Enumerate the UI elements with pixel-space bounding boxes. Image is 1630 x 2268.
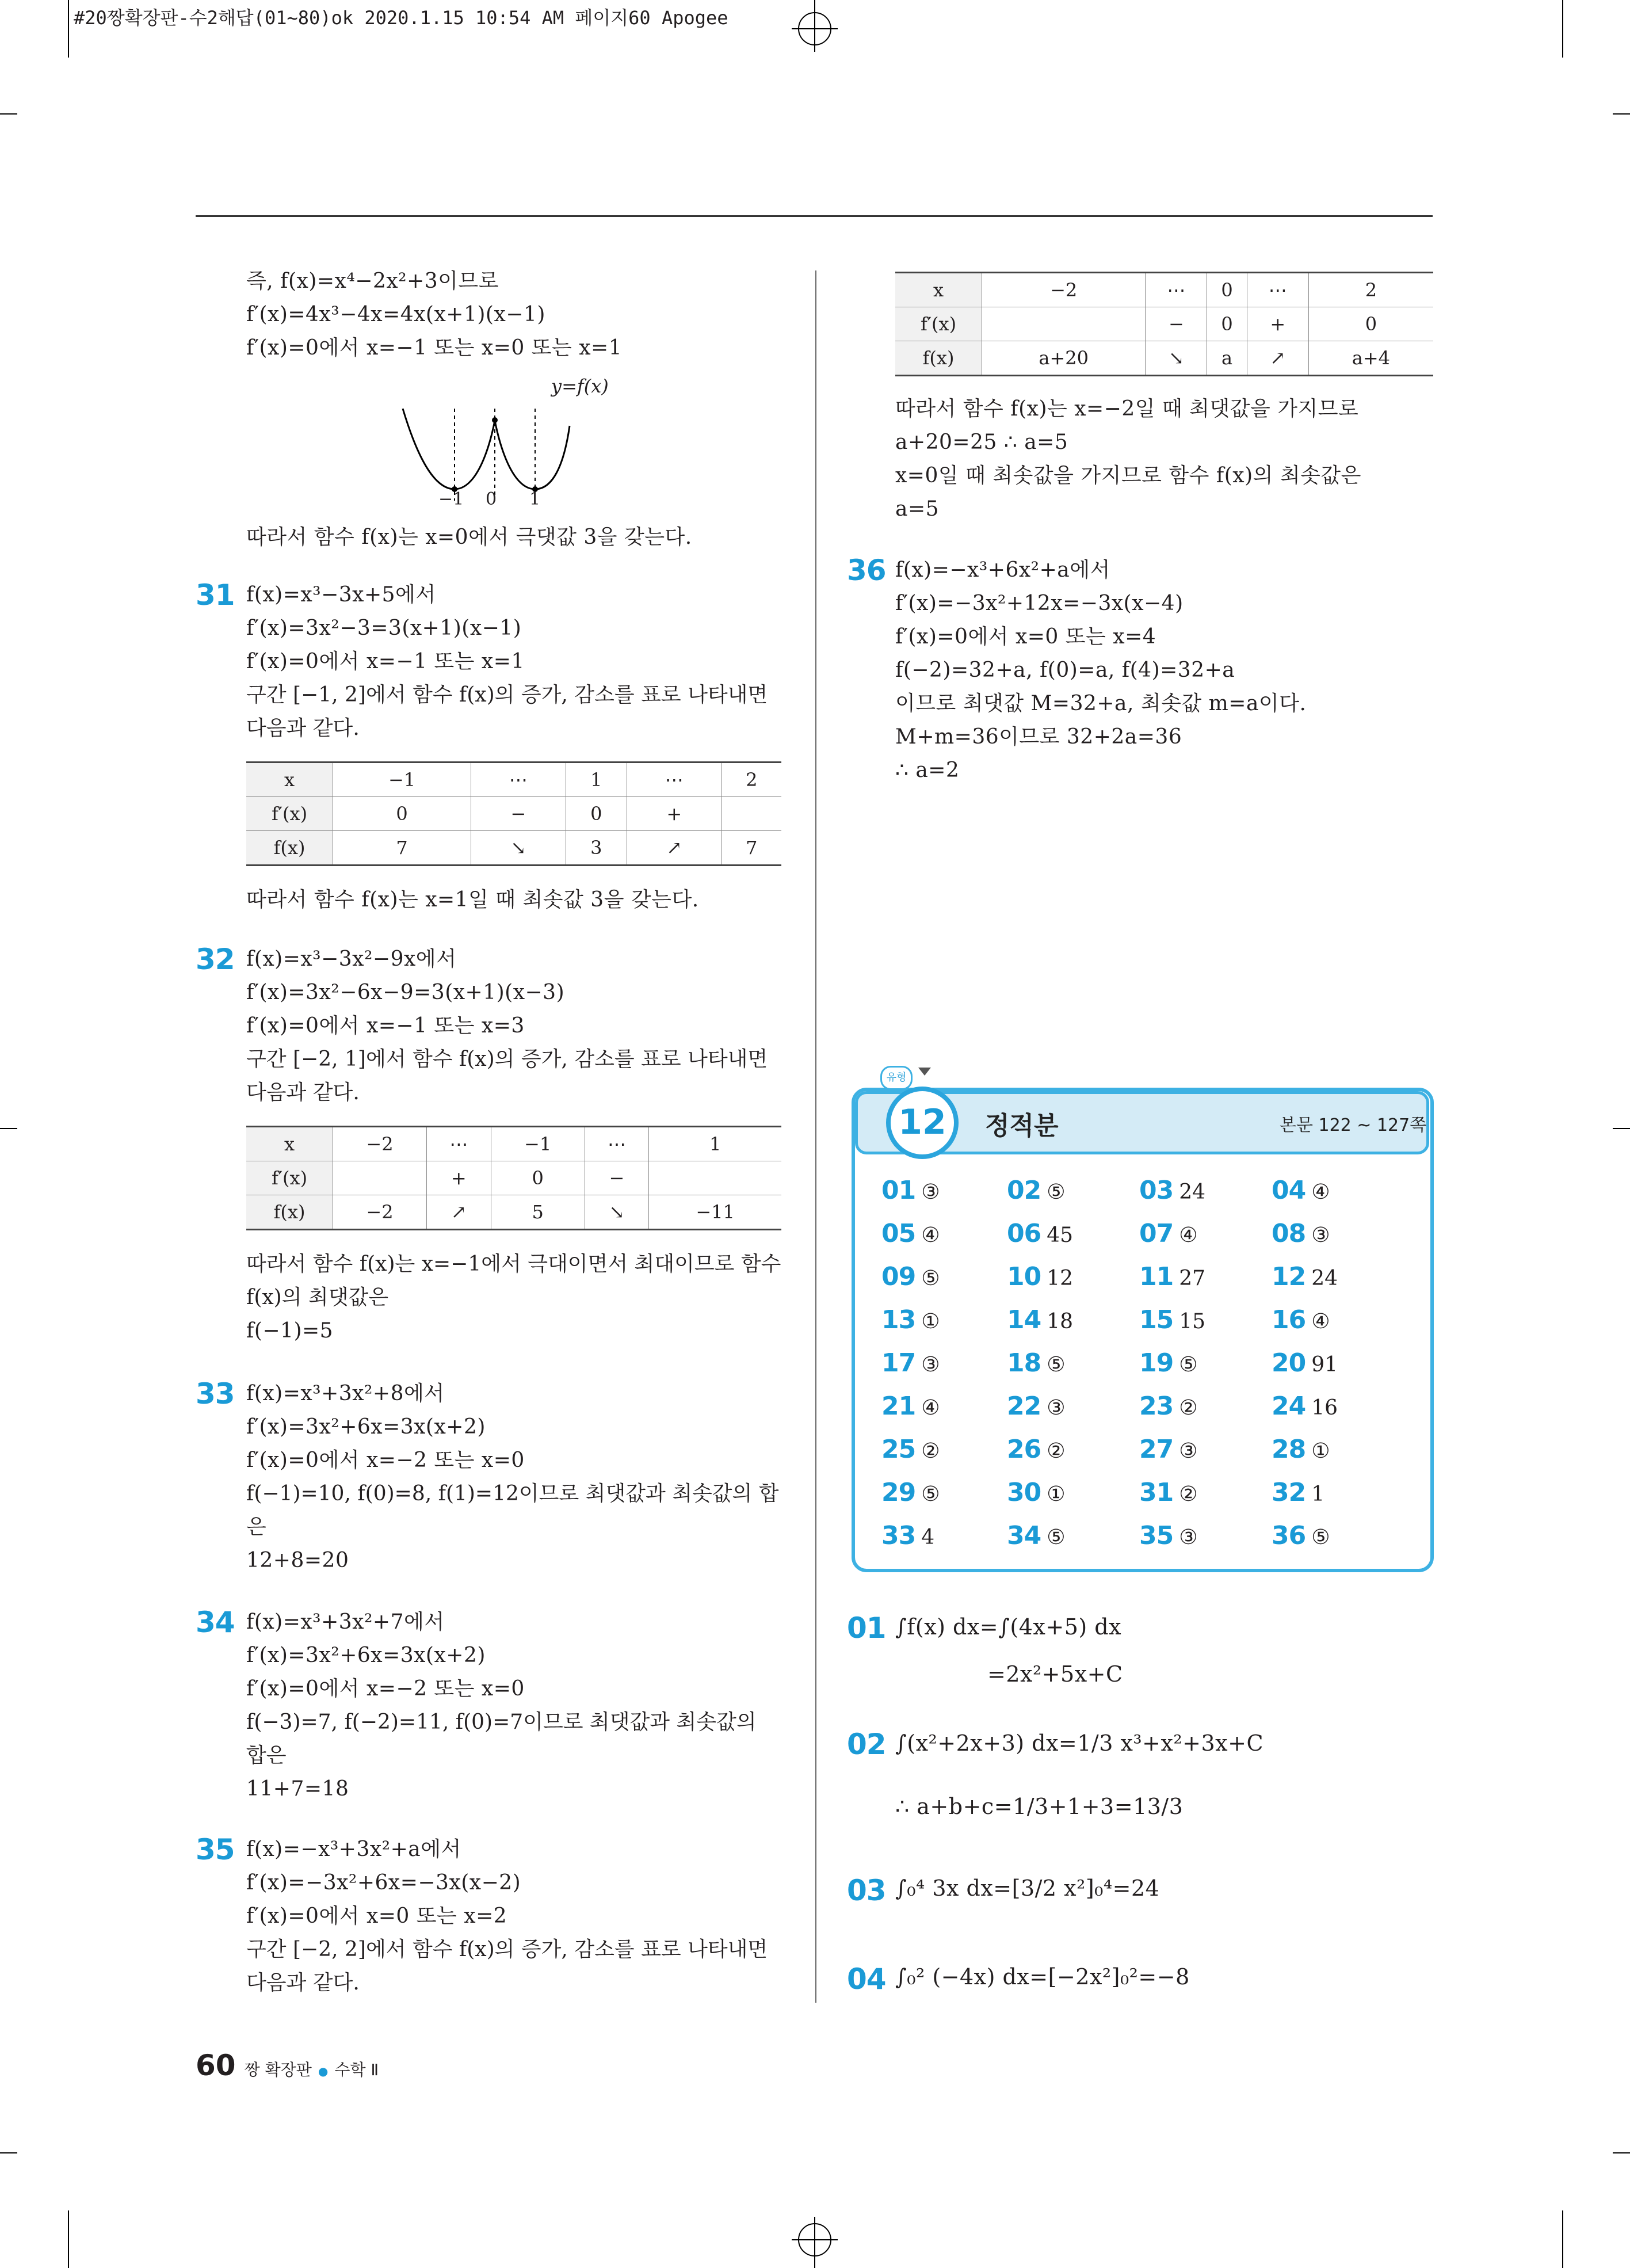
solution-line: =2x²+5x+C — [987, 1661, 1123, 1687]
answer-value: 24 — [1179, 1180, 1206, 1204]
answer-value: 12 — [1047, 1267, 1074, 1290]
answer-number: 04 — [1272, 1176, 1306, 1205]
problem-number: 34 — [196, 1606, 235, 1639]
answer-value: 16 — [1311, 1396, 1338, 1420]
table-cell: ↘ — [1146, 341, 1207, 376]
table-cell: 5 — [491, 1195, 585, 1230]
solution-line: f(x)=x³+3x²+8에서 — [246, 1382, 445, 1405]
answer-number: 25 — [881, 1435, 916, 1464]
table-cell: 0 — [333, 797, 471, 831]
table-cell: 7 — [333, 831, 471, 866]
answer-item — [1272, 1519, 1330, 1554]
column-divider — [815, 270, 816, 2003]
solution-line: f(x)=−x³+3x²+a에서 — [246, 1838, 461, 1861]
problem-number: 01 — [847, 1611, 886, 1645]
table-cell: f′(x) — [895, 307, 982, 341]
intro-conclusion: 따라서 함수 f(x)는 x=0에서 극댓값 3을 갖는다. — [246, 525, 692, 549]
answer-item — [1272, 1217, 1330, 1252]
solution-line: a+20=25 ∴ a=5 — [895, 430, 1068, 454]
answer-number: 09 — [881, 1262, 916, 1291]
answer-item — [1007, 1433, 1066, 1468]
problem-number: 35 — [196, 1833, 235, 1866]
problem-number: 33 — [196, 1377, 235, 1411]
table-cell: − — [471, 797, 566, 831]
answer-value: ⑤ — [1047, 1526, 1066, 1549]
solution-line: ∴ a=2 — [895, 758, 960, 782]
answer-number: 03 — [1139, 1176, 1174, 1205]
answer-value: 45 — [1047, 1223, 1074, 1247]
answer-value: ③ — [1047, 1396, 1066, 1420]
table-cell — [333, 1161, 427, 1195]
answer-value: ⑤ — [921, 1267, 940, 1290]
answer-value: ④ — [921, 1223, 940, 1247]
solution-line: ∫₀⁴ 3x dx=[3/2 x²]₀⁴=24 — [895, 1876, 1160, 1901]
answer-item — [881, 1347, 940, 1382]
solution-paragraph: f(−3)=7, f(−2)=11, f(0)=7이므로 최댓값과 최솟값의 합은 — [246, 1710, 757, 1767]
solution-line: f′(x)=0에서 x=−2 또는 x=0 — [246, 1677, 525, 1701]
solution-conclusion: 12+8=20 — [246, 1549, 349, 1572]
solution-line: ∴ a+b+c=1/3+1+3=13/3 — [895, 1794, 1184, 1819]
answer-value: 1 — [1311, 1482, 1325, 1506]
table-cell: 1 — [649, 1127, 781, 1161]
table-cell: 1 — [566, 763, 627, 797]
section-title: 정적분 — [985, 1111, 1059, 1141]
answer-number: 05 — [881, 1219, 916, 1248]
answer-item — [1139, 1217, 1198, 1252]
answer-value: ③ — [1179, 1526, 1198, 1549]
answer-item — [1139, 1433, 1198, 1468]
variation-table-35 — [895, 272, 1433, 376]
answer-item — [1139, 1260, 1205, 1295]
solution-paragraph: 구간 [−2, 2]에서 함수 f(x)의 증가, 감소를 표로 나타내면 다음과 같다. — [246, 1938, 768, 1995]
table-cell: 3 — [566, 831, 627, 866]
table-cell: − — [1146, 307, 1207, 341]
answer-number: 16 — [1272, 1305, 1306, 1335]
table-cell: ⋯ — [627, 763, 722, 797]
table-cell — [982, 307, 1146, 341]
solution-conclusion: 11+7=18 — [246, 1777, 349, 1801]
solution-line: f(−2)=32+a, f(0)=a, f(4)=32+a — [895, 658, 1235, 682]
intro-line-1: 즉, f(x)=x⁴−2x²+3이므로 — [246, 269, 499, 293]
answer-number: 13 — [881, 1305, 916, 1335]
section-pages: 본문 122 ~ 127쪽 — [1280, 1115, 1427, 1135]
table-cell: 0 — [566, 797, 627, 831]
table-cell: x — [246, 1127, 333, 1161]
table-cell: 0 — [1308, 307, 1433, 341]
answer-number: 35 — [1139, 1521, 1174, 1550]
book-title: 짱 확장판 — [244, 2060, 312, 2079]
solution-line: f(x)=−x³+6x²+a에서 — [895, 558, 1110, 582]
problem-number: 36 — [847, 554, 886, 587]
solution-line: 따라서 함수 f(x)는 x=−2일 때 최댓값을 가지므로 — [895, 397, 1359, 421]
problem-number: 02 — [847, 1728, 886, 1761]
answer-item — [881, 1433, 940, 1468]
answer-value: ② — [1179, 1396, 1198, 1420]
table-cell: f(x) — [246, 1195, 333, 1230]
problem-number: 04 — [847, 1962, 886, 1996]
answer-item — [881, 1390, 940, 1425]
answer-number: 31 — [1139, 1478, 1174, 1507]
answer-number: 29 — [881, 1478, 916, 1507]
variation-table-31 — [246, 761, 781, 866]
section-tag: 유형 — [880, 1066, 913, 1090]
solution-line: M+m=36이므로 32+2a=36 — [895, 725, 1182, 749]
answer-item — [881, 1174, 940, 1209]
solution-line: f′(x)=−3x²+12x=−3x(x−4) — [895, 592, 1184, 615]
answer-value: ③ — [921, 1353, 940, 1377]
answer-number: 10 — [1007, 1262, 1041, 1291]
answer-number: 36 — [1272, 1521, 1306, 1550]
table-cell: 0 — [491, 1161, 585, 1195]
solution-line: 이므로 최댓값 M=32+a, 최솟값 m=a이다. — [895, 692, 1307, 715]
solution-line: x=0일 때 최솟값을 가지므로 함수 f(x)의 최솟값은 — [895, 464, 1361, 487]
function-graph — [397, 374, 627, 518]
table-cell: ⋯ — [1247, 273, 1308, 307]
section-number-badge: 12 — [886, 1087, 959, 1159]
answer-number: 19 — [1139, 1348, 1174, 1378]
answer-value: ④ — [1311, 1310, 1330, 1333]
answer-number: 21 — [881, 1392, 916, 1421]
solution-line: f′(x)=3x²+6x=3x(x+2) — [246, 1644, 486, 1667]
tag-pointer — [918, 1068, 931, 1076]
answer-value: 15 — [1179, 1310, 1206, 1333]
answer-item — [881, 1217, 940, 1252]
solution-line: f′(x)=3x²+6x=3x(x+2) — [246, 1415, 486, 1439]
table-cell — [649, 1161, 781, 1195]
solution-conclusion: 따라서 함수 f(x)는 x=−1에서 극대이면서 최대이므로 함수 f(x)의 최댓값은 — [246, 1252, 781, 1309]
answer-number: 12 — [1272, 1262, 1306, 1291]
answer-number: 11 — [1139, 1262, 1174, 1291]
answer-item — [1007, 1390, 1066, 1425]
solution-line: f(x)=x³−3x+5에서 — [246, 583, 436, 607]
answer-number: 01 — [881, 1176, 916, 1205]
solution-line: f′(x)=0에서 x=−1 또는 x=3 — [246, 1014, 525, 1038]
table-cell: −2 — [982, 273, 1146, 307]
answer-number: 17 — [881, 1348, 916, 1378]
answer-item — [1139, 1390, 1198, 1425]
solution-conclusion: f(−1)=5 — [246, 1319, 334, 1343]
table-cell: + — [426, 1161, 491, 1195]
answer-item — [1139, 1174, 1205, 1209]
table-cell — [722, 797, 781, 831]
answer-item — [1007, 1260, 1073, 1295]
answer-number: 28 — [1272, 1435, 1306, 1464]
table-cell: 0 — [1207, 273, 1247, 307]
table-cell: ⋯ — [426, 1127, 491, 1161]
page-footer — [196, 2049, 379, 2082]
answer-number: 23 — [1139, 1392, 1174, 1421]
registration-mark-bottom — [792, 2217, 838, 2268]
table-cell: −11 — [649, 1195, 781, 1230]
solution-line: f(x)=x³−3x²−9x에서 — [246, 947, 457, 971]
answer-item — [1139, 1476, 1198, 1511]
answer-value: 27 — [1179, 1267, 1206, 1290]
answer-number: 33 — [881, 1521, 916, 1550]
answer-value: ① — [1047, 1482, 1066, 1506]
footer-subject: 수학 Ⅱ — [334, 2060, 379, 2079]
print-header: #20짱확장판-수2해답(01~80)ok 2020.1.15 10:54 AM 페이지60 Apogee — [74, 7, 728, 29]
answer-item — [1007, 1519, 1066, 1554]
table-cell: ↗ — [627, 831, 722, 866]
table-cell: a+20 — [982, 341, 1146, 376]
answer-item — [1007, 1347, 1066, 1382]
table-cell: 0 — [1207, 307, 1247, 341]
answer-item — [1272, 1260, 1338, 1295]
answer-value: ④ — [1179, 1223, 1198, 1247]
answer-value: ③ — [921, 1180, 940, 1204]
table-cell: ⋯ — [471, 763, 566, 797]
answer-number: 06 — [1007, 1219, 1041, 1248]
page-number: 60 — [196, 2049, 236, 2082]
registration-mark-top — [792, 0, 838, 52]
solution-line: ∫₀² (−4x) dx=[−2x²]₀²=−8 — [895, 1964, 1190, 1989]
answer-value: ③ — [1179, 1439, 1198, 1463]
solution-paragraph: 구간 [−1, 2]에서 함수 f(x)의 증가, 감소를 표로 나타내면 다음과 같다. — [246, 683, 768, 740]
answer-item — [1007, 1174, 1066, 1209]
solution-line: f′(x)=−3x²+6x=−3x(x−2) — [246, 1871, 521, 1895]
problem-number: 32 — [196, 943, 235, 976]
answer-item — [1139, 1347, 1198, 1382]
table-cell: f′(x) — [246, 1161, 333, 1195]
answer-number: 07 — [1139, 1219, 1174, 1248]
answer-number: 26 — [1007, 1435, 1041, 1464]
table-cell: −1 — [333, 763, 471, 797]
graph-tick: 1 — [529, 489, 541, 509]
answer-item — [1272, 1347, 1338, 1382]
answer-number: 30 — [1007, 1478, 1041, 1507]
table-cell: − — [585, 1161, 649, 1195]
table-cell: −1 — [491, 1127, 585, 1161]
answer-item — [881, 1519, 934, 1554]
answer-value: ⑤ — [1179, 1353, 1198, 1377]
answer-value: ① — [921, 1310, 940, 1333]
answer-number: 08 — [1272, 1219, 1306, 1248]
answer-value: 18 — [1047, 1310, 1074, 1333]
answer-value: 4 — [921, 1526, 935, 1549]
answer-value: ③ — [1311, 1223, 1330, 1247]
table-cell: f′(x) — [246, 797, 333, 831]
problem-number: 03 — [847, 1874, 886, 1907]
answer-number: 20 — [1272, 1348, 1306, 1378]
table-cell: a+4 — [1308, 341, 1433, 376]
answer-number: 15 — [1139, 1305, 1174, 1335]
answer-item — [1272, 1433, 1330, 1468]
answer-item — [1007, 1303, 1073, 1339]
solution-paragraph: 구간 [−2, 1]에서 함수 f(x)의 증가, 감소를 표로 나타내면 다음과 같다. — [246, 1047, 768, 1104]
solution-line: ∫(x²+2x+3) dx=1/3 x³+x²+3x+C — [895, 1730, 1264, 1756]
answer-value: ⑤ — [1311, 1526, 1330, 1549]
intro-line-3: f′(x)=0에서 x=−1 또는 x=0 또는 x=1 — [246, 336, 623, 360]
answer-value: ② — [921, 1439, 940, 1463]
table-cell: + — [1247, 307, 1308, 341]
answer-value: 91 — [1311, 1353, 1338, 1377]
answer-item — [1272, 1390, 1338, 1425]
answer-number: 32 — [1272, 1478, 1306, 1507]
top-rule — [196, 215, 1433, 217]
solution-line: ∫f(x) dx=∫(4x+5) dx — [895, 1614, 1122, 1640]
table-cell: ↗ — [426, 1195, 491, 1230]
problem-number: 31 — [196, 578, 235, 612]
answer-value: ② — [1047, 1439, 1066, 1463]
table-cell: ⋯ — [585, 1127, 649, 1161]
answer-value: ⑤ — [1047, 1353, 1066, 1377]
solution-line: f′(x)=0에서 x=−1 또는 x=1 — [246, 650, 525, 673]
footer-bullet: ● — [318, 2064, 329, 2078]
answer-item — [1272, 1174, 1330, 1209]
intro-line-2: f′(x)=4x³−4x=4x(x+1)(x−1) — [246, 303, 545, 326]
answer-item — [1139, 1303, 1205, 1339]
solution-line: f′(x)=3x²−3=3(x+1)(x−1) — [246, 616, 522, 640]
table-cell: f(x) — [246, 831, 333, 866]
variation-table-32 — [246, 1126, 781, 1230]
answer-number: 22 — [1007, 1392, 1041, 1421]
table-cell: ⋯ — [1146, 273, 1207, 307]
table-cell: ↘ — [471, 831, 566, 866]
answer-value: 24 — [1311, 1267, 1338, 1290]
solution-conclusion: 따라서 함수 f(x)는 x=1일 때 최솟값 3을 갖는다. — [246, 888, 699, 912]
table-cell: 7 — [722, 831, 781, 866]
answer-item — [881, 1303, 940, 1339]
table-cell: −2 — [333, 1127, 427, 1161]
answer-item — [1272, 1476, 1324, 1511]
table-cell: 2 — [722, 763, 781, 797]
answer-number: 18 — [1007, 1348, 1041, 1378]
answer-number: 34 — [1007, 1521, 1041, 1550]
answer-value: ⑤ — [1047, 1180, 1066, 1204]
answer-value: ④ — [1311, 1180, 1330, 1204]
table-cell: x — [246, 763, 333, 797]
table-cell: −2 — [333, 1195, 427, 1230]
graph-label: y=f(x) — [551, 375, 609, 397]
solution-paragraph: f(−1)=10, f(0)=8, f(1)=12이므로 최댓값과 최솟값의 합은 — [246, 1482, 779, 1539]
answer-number: 27 — [1139, 1435, 1174, 1464]
solution-line: f′(x)=3x²−6x−9=3(x+1)(x−3) — [246, 981, 565, 1004]
graph-tick: 0 — [486, 489, 497, 509]
table-cell: + — [627, 797, 722, 831]
answer-item — [1007, 1476, 1066, 1511]
solution-line: f′(x)=0에서 x=−2 또는 x=0 — [246, 1449, 525, 1472]
answer-item — [1272, 1303, 1330, 1339]
answer-number: 24 — [1272, 1392, 1306, 1421]
answer-value: ④ — [921, 1396, 940, 1420]
answer-number: 02 — [1007, 1176, 1041, 1205]
table-cell: ↘ — [585, 1195, 649, 1230]
graph-tick: −1 — [438, 489, 464, 509]
table-cell: a — [1207, 341, 1247, 376]
answer-value: ⑤ — [921, 1482, 940, 1506]
solution-line: f(x)=x³+3x²+7에서 — [246, 1610, 445, 1634]
solution-line: a=5 — [895, 497, 940, 521]
table-cell: x — [895, 273, 982, 307]
table-cell: f(x) — [895, 341, 982, 376]
table-cell: 2 — [1308, 273, 1433, 307]
answer-value: ② — [1179, 1482, 1198, 1506]
answer-item — [881, 1476, 940, 1511]
solution-line: f′(x)=0에서 x=0 또는 x=4 — [895, 625, 1156, 649]
answer-item — [1007, 1217, 1073, 1252]
table-cell: ↗ — [1247, 341, 1308, 376]
answer-item — [881, 1260, 940, 1295]
answer-value: ① — [1311, 1439, 1330, 1463]
answer-item — [1139, 1519, 1198, 1554]
solution-line: f′(x)=0에서 x=0 또는 x=2 — [246, 1904, 507, 1928]
answer-number: 14 — [1007, 1305, 1041, 1335]
